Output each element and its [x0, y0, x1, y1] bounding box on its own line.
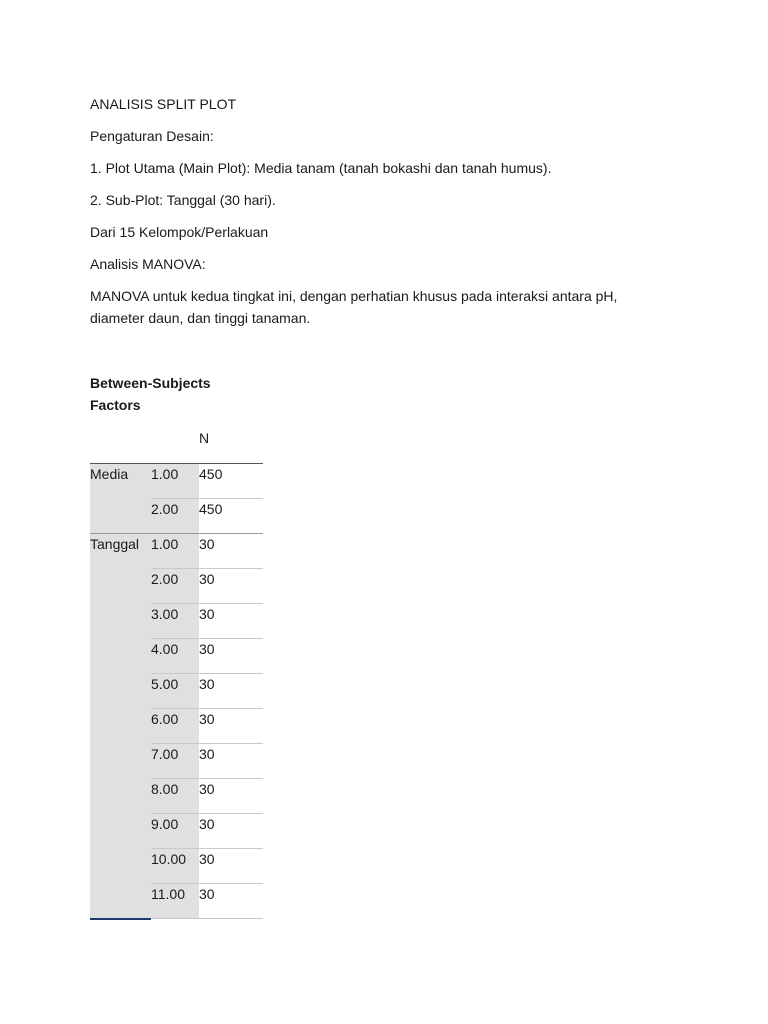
table-row — [90, 849, 263, 884]
factor-cell: Tanggal — [90, 534, 151, 569]
n-cell: 30 — [199, 639, 263, 674]
level-cell: 6.00 — [151, 709, 199, 744]
table-header-row — [90, 426, 263, 464]
factor-cell — [90, 709, 151, 744]
table-row — [90, 569, 263, 604]
level-cell: 5.00 — [151, 674, 199, 709]
factor-cell — [90, 569, 151, 604]
table-row — [90, 814, 263, 849]
level-cell: 4.00 — [151, 639, 199, 674]
factor-cell — [90, 814, 151, 849]
n-cell: 30 — [199, 744, 263, 779]
table-row — [90, 499, 263, 534]
manova-heading: Analisis MANOVA: — [90, 256, 206, 272]
factors-table — [90, 426, 263, 920]
table-row — [90, 744, 263, 779]
table-row — [90, 534, 263, 569]
factor-cell — [90, 604, 151, 639]
design-heading: Pengaturan Desain: — [90, 128, 214, 144]
table-row — [90, 604, 263, 639]
n-cell: 30 — [199, 569, 263, 604]
n-cell: 30 — [199, 674, 263, 709]
factor-cell — [90, 884, 151, 919]
caption-line-2: Factors — [90, 397, 141, 413]
manova-paragraph — [90, 285, 650, 329]
n-cell: 450 — [199, 499, 263, 534]
table-row — [90, 674, 263, 709]
level-cell: 1.00 — [151, 534, 199, 569]
document-body — [90, 93, 650, 329]
document-title: ANALISIS SPLIT PLOT — [90, 96, 237, 112]
level-cell: 10.00 — [151, 849, 199, 884]
list-item-sub-plot: 2. Sub-Plot: Tanggal (30 hari). — [90, 192, 276, 208]
level-cell: 11.00 — [151, 884, 199, 919]
factor-cell — [90, 499, 151, 534]
manova-line-2: diameter daun, dan tinggi tanaman. — [90, 310, 311, 326]
n-cell: 30 — [199, 814, 263, 849]
n-cell: 30 — [199, 534, 263, 569]
level-cell: 1.00 — [151, 464, 199, 499]
between-subjects-factors-table — [90, 372, 263, 920]
table-row — [90, 884, 263, 919]
n-cell: 30 — [199, 884, 263, 919]
table-row — [90, 464, 263, 499]
header-empty-factor — [90, 426, 151, 464]
factor-cell: Media — [90, 464, 151, 499]
level-cell: 9.00 — [151, 814, 199, 849]
header-n: N — [199, 426, 263, 464]
n-cell: 30 — [199, 709, 263, 744]
n-cell: 30 — [199, 849, 263, 884]
n-cell: 450 — [199, 464, 263, 499]
level-cell: 3.00 — [151, 604, 199, 639]
level-cell: 8.00 — [151, 779, 199, 814]
table-row — [90, 709, 263, 744]
header-empty-level — [151, 426, 199, 464]
list-item-main-plot: 1. Plot Utama (Main Plot): Media tanam (tanah bokashi dan tanah humus). — [90, 160, 552, 176]
level-cell: 7.00 — [151, 744, 199, 779]
n-cell: 30 — [199, 779, 263, 814]
table-caption — [90, 372, 230, 416]
level-cell: 2.00 — [151, 569, 199, 604]
table-row — [90, 779, 263, 814]
factor-cell — [90, 744, 151, 779]
groups-line: Dari 15 Kelompok/Perlakuan — [90, 224, 269, 240]
caption-line-1: Between-Subjects — [90, 375, 211, 391]
level-cell: 2.00 — [151, 499, 199, 534]
table-row — [90, 639, 263, 674]
factor-cell — [90, 639, 151, 674]
factor-cell — [90, 674, 151, 709]
factor-cell — [90, 849, 151, 884]
manova-line-1: MANOVA untuk kedua tingkat ini, dengan perhatian khusus pada interaksi antara pH, — [90, 288, 618, 304]
n-cell: 30 — [199, 604, 263, 639]
factor-cell — [90, 779, 151, 814]
